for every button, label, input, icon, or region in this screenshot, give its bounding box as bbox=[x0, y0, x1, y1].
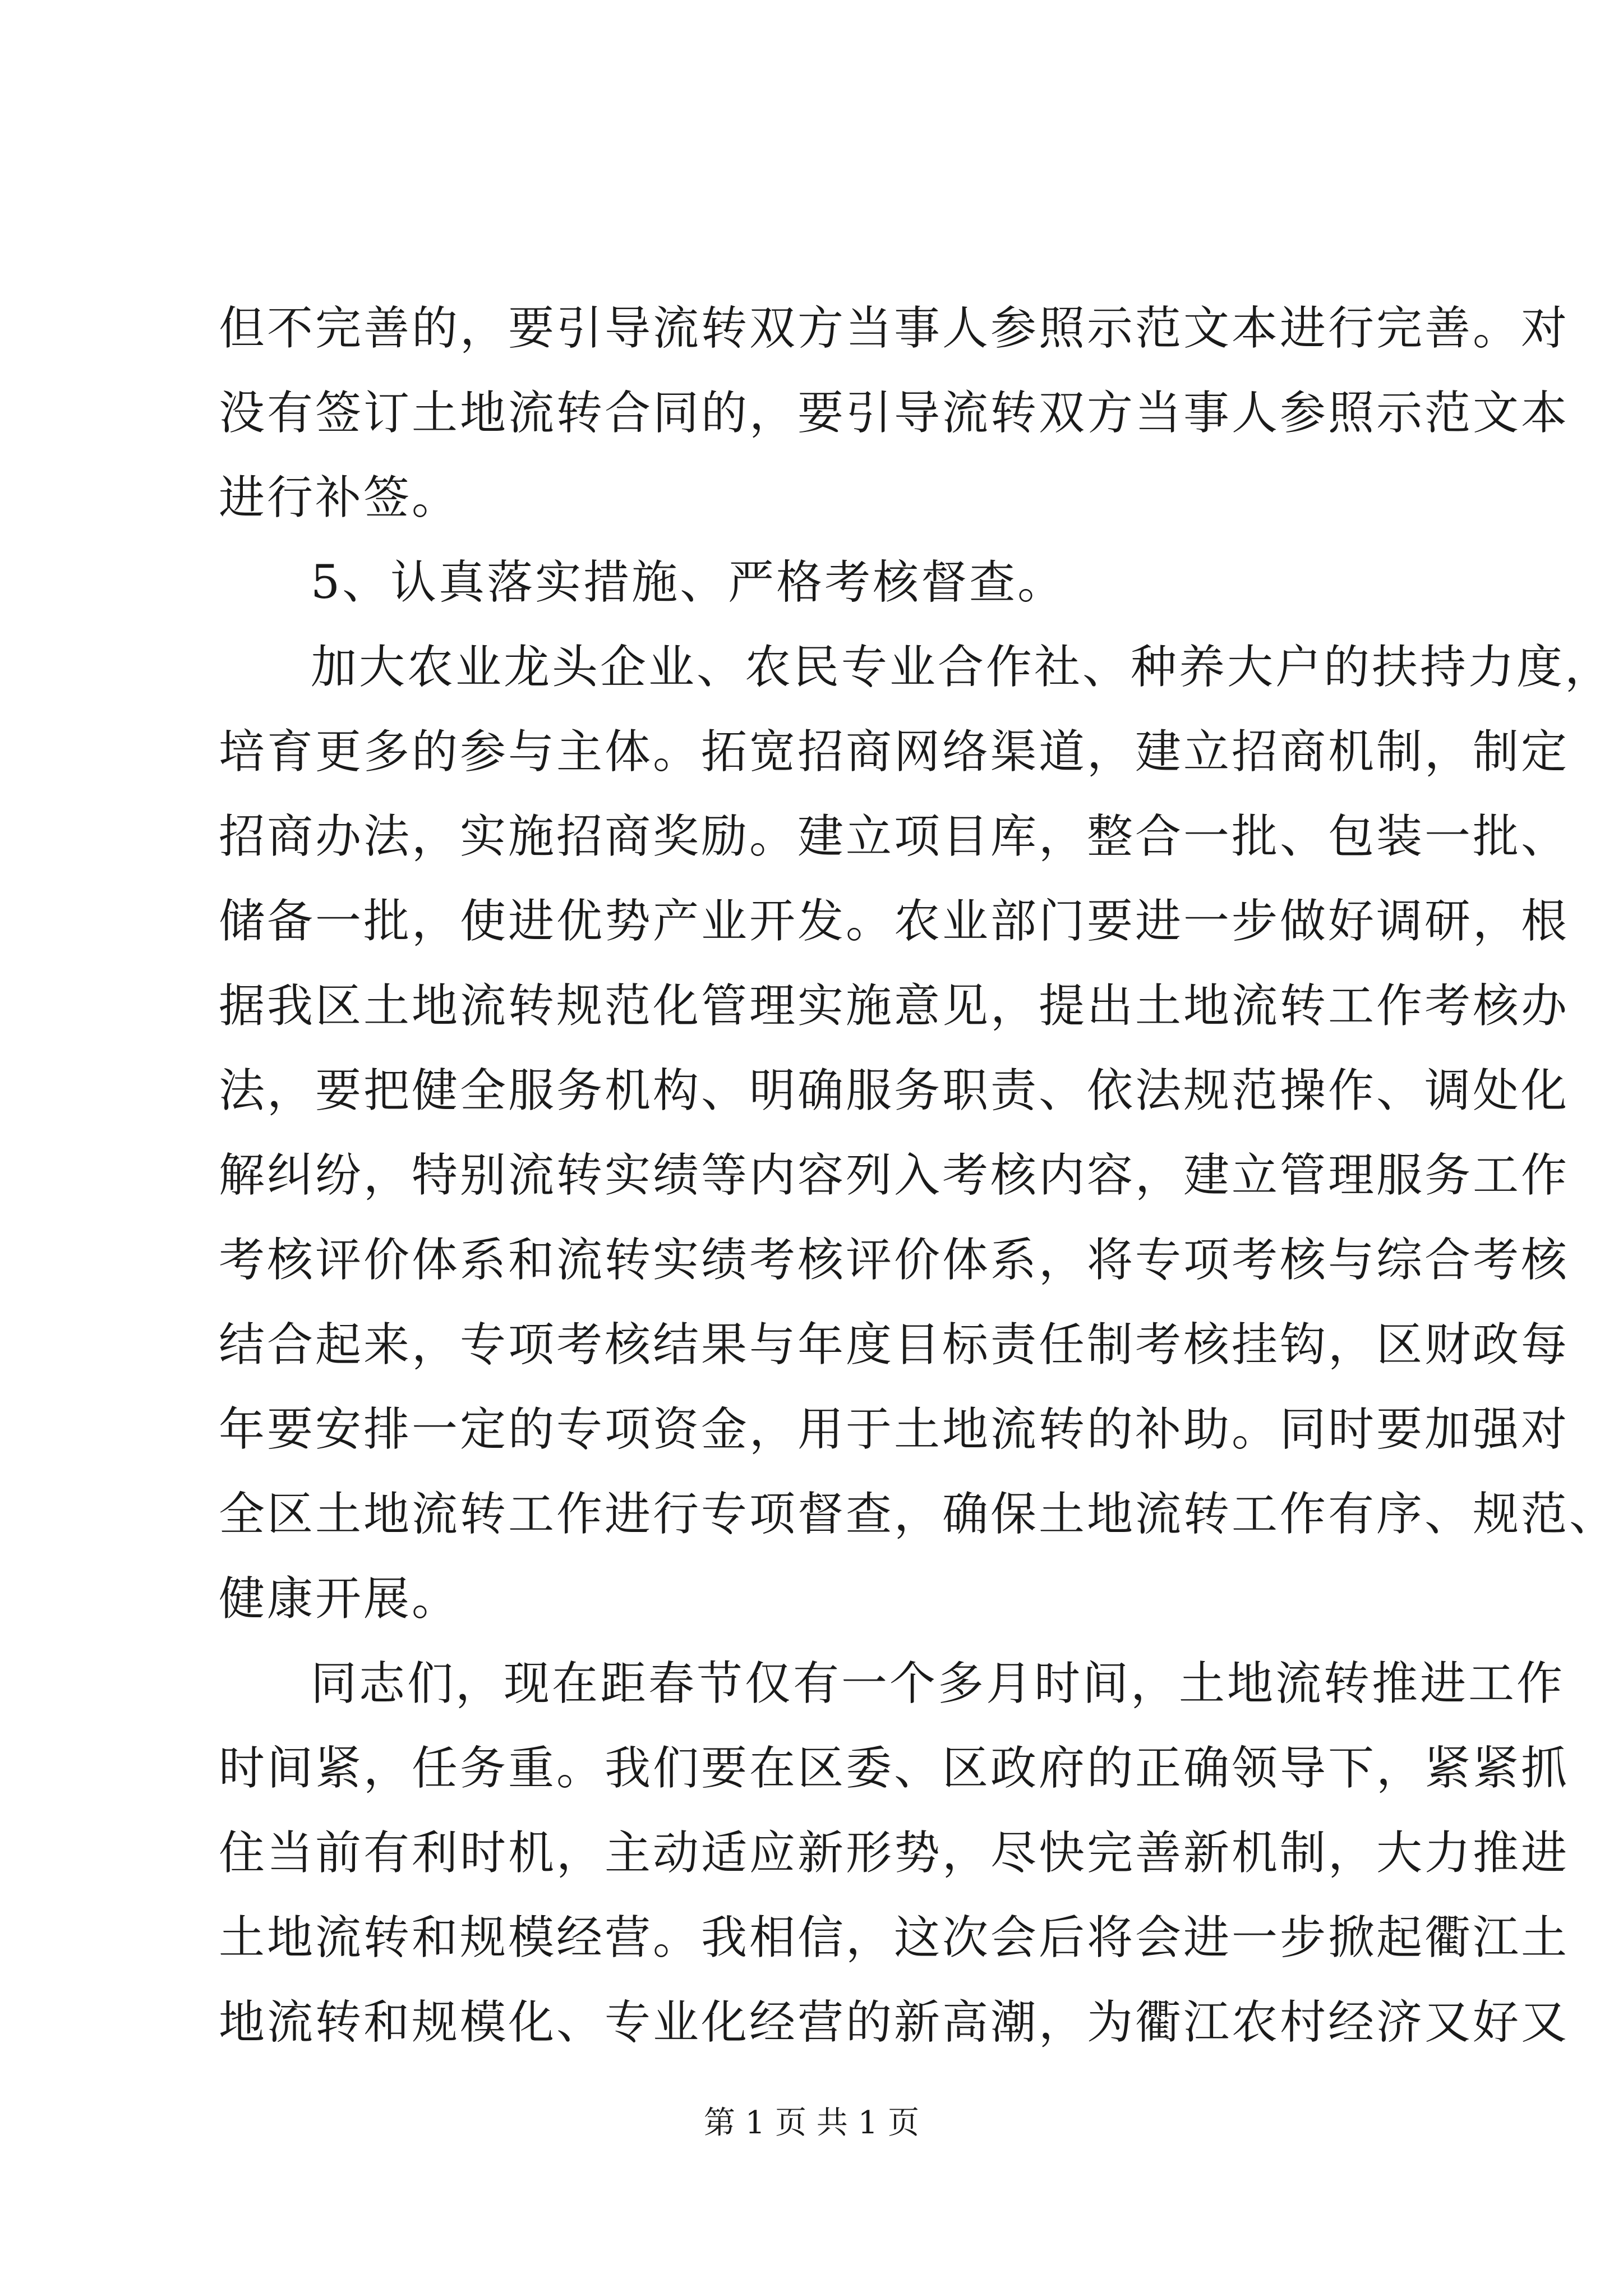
text-line: 土地流转和规模经营。我相信，这次会后将会进一步掀起衢江土 bbox=[219, 1911, 1570, 1964]
text-line: 储备一批，使进优势产业开发。农业部门要进一步做好调研，根 bbox=[219, 895, 1570, 948]
text-line: 5、认真落实措施、严格考核督查。 bbox=[311, 556, 1066, 609]
text-line: 没有签订土地流转合同的，要引导流转双方当事人参照示范文本 bbox=[219, 386, 1570, 440]
text-line: 加大农业龙头企业、农民专业合作社、种养大户的扶持力度， bbox=[311, 641, 1613, 694]
text-line: 考核评价体系和流转实绩考核评价体系，将专项考核与综合考核 bbox=[219, 1234, 1570, 1287]
text-line: 年要安排一定的专项资金，用于土地流转的补助。同时要加强对 bbox=[219, 1403, 1570, 1456]
text-line: 健康开展。 bbox=[219, 1572, 460, 1626]
text-line: 同志们，现在距春节仅有一个多月时间，土地流转推进工作 bbox=[311, 1657, 1565, 1710]
text-line: 进行补签。 bbox=[219, 471, 460, 524]
text-line: 地流转和规模化、专业化经营的新高潮，为衢江农村经济又好又 bbox=[219, 1996, 1570, 2049]
text-line: 但不完善的，要引导流转双方当事人参照示范文本进行完善。对 bbox=[219, 302, 1570, 355]
text-line: 法，要把健全服务机构、明确服务职责、依法规范操作、调处化 bbox=[219, 1064, 1570, 1117]
text-line: 据我区土地流转规范化管理实施意见，提出土地流转工作考核办 bbox=[219, 979, 1570, 1033]
text-line: 培育更多的参与主体。拓宽招商网络渠道，建立招商机制，制定 bbox=[219, 725, 1570, 779]
text-line: 解纠纷，特别流转实绩等内容列入考核内容，建立管理服务工作 bbox=[219, 1149, 1570, 1202]
text-line: 招商办法，实施招商奖励。建立项目库，整合一批、包装一批、 bbox=[219, 810, 1570, 863]
text-line: 全区土地流转工作进行专项督查，确保土地流转工作有序、规范、 bbox=[219, 1488, 1618, 1541]
text-line: 时间紧，任务重。我们要在区委、区政府的正确领导下，紧紧抓 bbox=[219, 1742, 1570, 1795]
text-line: 结合起来，专项考核结果与年度目标责任制考核挂钩，区财政每 bbox=[219, 1318, 1570, 1372]
text-line: 住当前有利时机，主动适应新形势，尽快完善新机制，大力推进 bbox=[219, 1826, 1570, 1880]
page-footer: 第 1 页 共 1 页 bbox=[703, 2105, 920, 2141]
document-body bbox=[219, 286, 1618, 2065]
